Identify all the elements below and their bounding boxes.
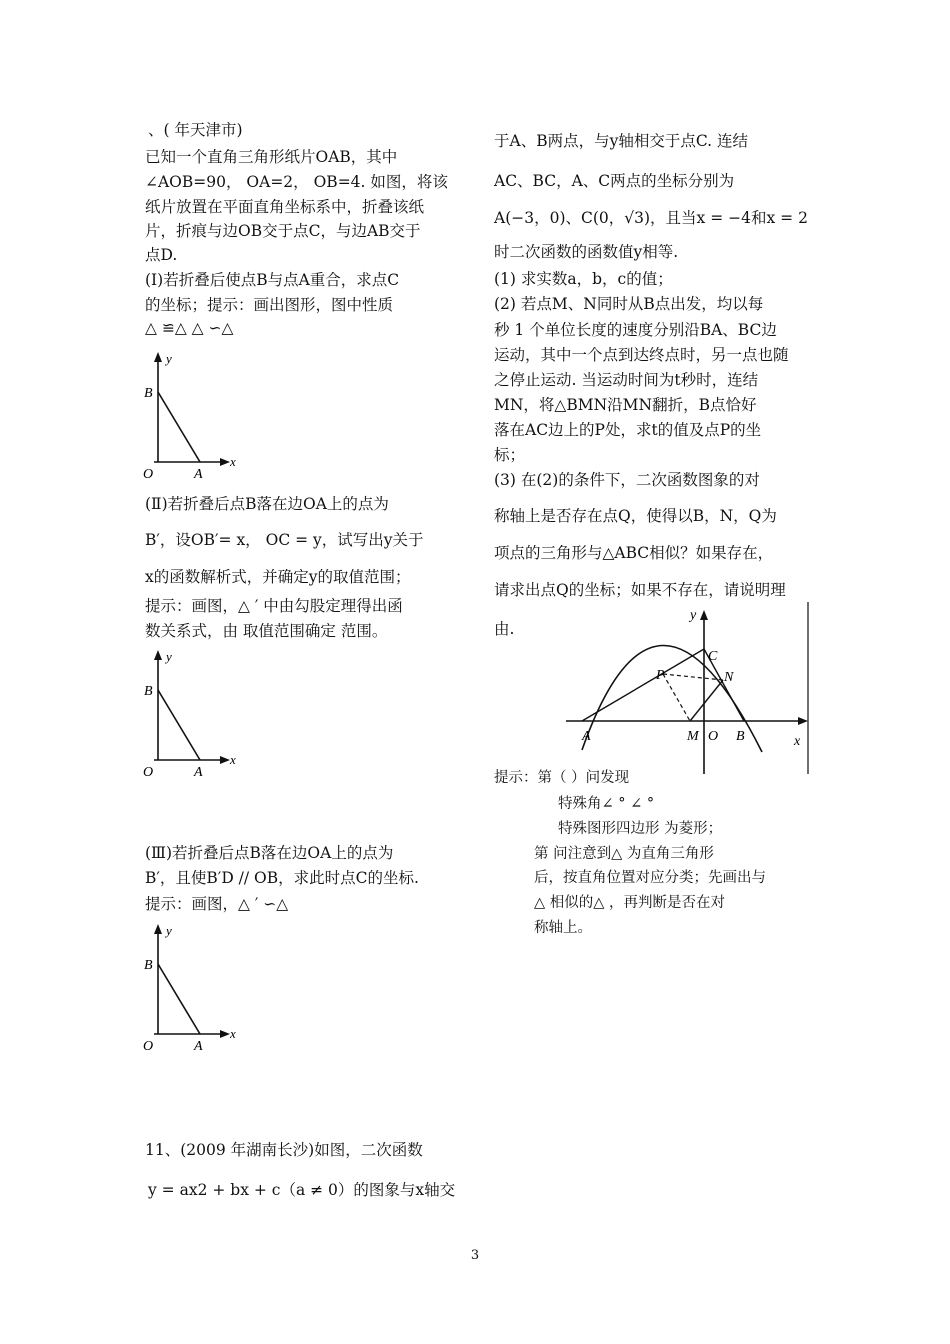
intro-line: 已知一个直角三角形纸片OAB，其中	[145, 148, 398, 166]
y-label: y	[166, 351, 172, 366]
part1-line: (Ⅰ)若折叠后使点B与点A重合，求点C	[145, 271, 400, 289]
part3-line: B′，且使B′D // OB，求此时点C的坐标.	[145, 869, 419, 887]
b-label: B	[144, 386, 153, 401]
a-label: A	[194, 765, 203, 780]
y-axis-arrow	[154, 650, 162, 660]
hint-line: 提示：第（ ）问发现	[494, 770, 630, 786]
triangle-figure-3	[138, 922, 248, 1057]
right-line: 由.	[494, 620, 515, 638]
intro-line: ∠AOB=90， OA=2， OB=4. 如图，将该	[145, 173, 448, 191]
o-label: O	[143, 1039, 154, 1054]
y-label: y	[166, 923, 172, 938]
segment-ac	[582, 649, 704, 721]
a-label: A	[582, 729, 591, 744]
x-label: x	[230, 752, 236, 767]
part1-line: 的坐标；提示：画出图形，图中性质	[145, 296, 394, 314]
right-line: MN，将△BMN沿MN翻折，B点恰好	[494, 396, 757, 414]
right-line: 于A、B两点，与y轴相交于点C. 连结	[494, 132, 749, 150]
m-label: M	[687, 729, 699, 744]
right-line: 之停止运动. 当运动时间为t秒时，连结	[494, 371, 759, 389]
hint-line: △ 相似的△ ，再判断是否在对	[534, 895, 726, 911]
right-line: 运动，其中一个点到达终点时，另一点也随	[494, 346, 789, 364]
part2-line: (Ⅱ)若折叠后点B落在边OA上的点为	[145, 495, 389, 513]
y-axis-arrow	[154, 924, 162, 934]
right-line: 称轴上是否存在点Q，使得以B，N，Q为	[494, 507, 777, 525]
right-line: 请求出点Q的坐标；如果不存在，请说明理	[494, 581, 786, 599]
hint-line: 特殊图形四边形 为菱形；	[558, 821, 723, 837]
part1-line: △ ≌△ △ ∽△	[145, 319, 234, 337]
x-axis-arrow	[220, 458, 230, 466]
hypotenuse	[158, 690, 200, 760]
x-axis-arrow	[220, 756, 230, 764]
part2-line: x的函数解析式，并确定y的取值范围；	[145, 568, 411, 586]
b-label: B	[144, 958, 153, 973]
hint-line: 后，按直角位置对应分类；先画出与	[534, 870, 766, 886]
hint-line: 称轴上。	[534, 920, 592, 936]
right-line: 标；	[494, 446, 526, 464]
x-label: x	[230, 1026, 236, 1041]
x-label: x	[794, 734, 801, 749]
y-label: y	[690, 608, 697, 623]
p-label: P	[656, 668, 665, 683]
part2-line: B′，设OB′= x， OC = y，试写出y关于	[145, 531, 424, 549]
y-axis-arrow	[154, 352, 162, 362]
b-label: B	[736, 729, 745, 744]
intro-line: 点D.	[145, 246, 178, 264]
part3-line: (Ⅲ)若折叠后点B落在边OA上的点为	[145, 844, 394, 862]
right-line: 秒 1 个单位长度的速度分别沿BA、BC边	[494, 321, 777, 339]
problem11-line: y = ax2 + bx + c（a ≠ 0）的图象与x轴交	[148, 1181, 456, 1199]
hypotenuse	[158, 392, 200, 462]
right-line: A(−3，0)、C(0，√3)，且当x = −4和x = 2	[494, 209, 808, 227]
triangle-figure-2	[138, 648, 248, 783]
right-line: 时二次函数的函数值y相等.	[494, 243, 679, 261]
n-label: N	[724, 670, 734, 685]
a-label: A	[194, 467, 203, 482]
right-line: (2) 若点M、N同时从B点出发，均以每	[494, 295, 764, 313]
triangle-figure-1	[138, 350, 248, 485]
y-label: y	[166, 649, 172, 664]
right-line: (3) 在(2)的条件下，二次函数图象的对	[494, 471, 760, 489]
problem11-line: 11、(2009 年湖南长沙)如图，二次函数	[145, 1141, 423, 1159]
hint-line: 特殊角∠ ° ∠ °	[558, 796, 655, 812]
right-line: (1) 求实数a，b，c的值；	[494, 270, 673, 288]
c-label: C	[708, 649, 718, 664]
x-axis-arrow	[220, 1030, 230, 1038]
hypotenuse	[158, 964, 200, 1034]
hint-line: 第 问注意到△ 为直角三角形	[534, 846, 714, 862]
part2-line: 提示：画图，△ ′ 中由勾股定理得出函	[145, 597, 403, 615]
segment-mn	[690, 680, 723, 721]
x-label: x	[230, 454, 236, 469]
o-label: O	[143, 765, 154, 780]
parabola-curve	[582, 645, 762, 752]
segment-pm	[663, 674, 690, 721]
part2-line: 数关系式，由 取值范围确定 范围。	[145, 622, 388, 640]
intro-line: 纸片放置在平面直角坐标系中，折叠该纸	[145, 198, 425, 216]
page-number: 3	[470, 1248, 480, 1263]
o-label: O	[708, 729, 719, 744]
right-line: 项点的三角形与△ABC相似？如果存在，	[494, 544, 774, 562]
b-label: B	[144, 684, 153, 699]
parabola-figure	[560, 602, 820, 777]
problem10-header: 、( 年天津市)	[148, 121, 243, 139]
y-axis-arrow	[700, 610, 708, 620]
intro-line: 片，折痕与边OB交于点C，与边AB交于	[145, 222, 421, 240]
right-line: 落在AC边上的P处，求t的值及点P的坐	[494, 421, 762, 439]
x-axis-arrow	[798, 717, 808, 725]
part3-line: 提示：画图，△ ′ ∽△	[145, 895, 289, 913]
a-label: A	[194, 1039, 203, 1054]
right-line: AC、BC，A、C两点的坐标分别为	[494, 172, 735, 190]
o-label: O	[143, 467, 154, 482]
